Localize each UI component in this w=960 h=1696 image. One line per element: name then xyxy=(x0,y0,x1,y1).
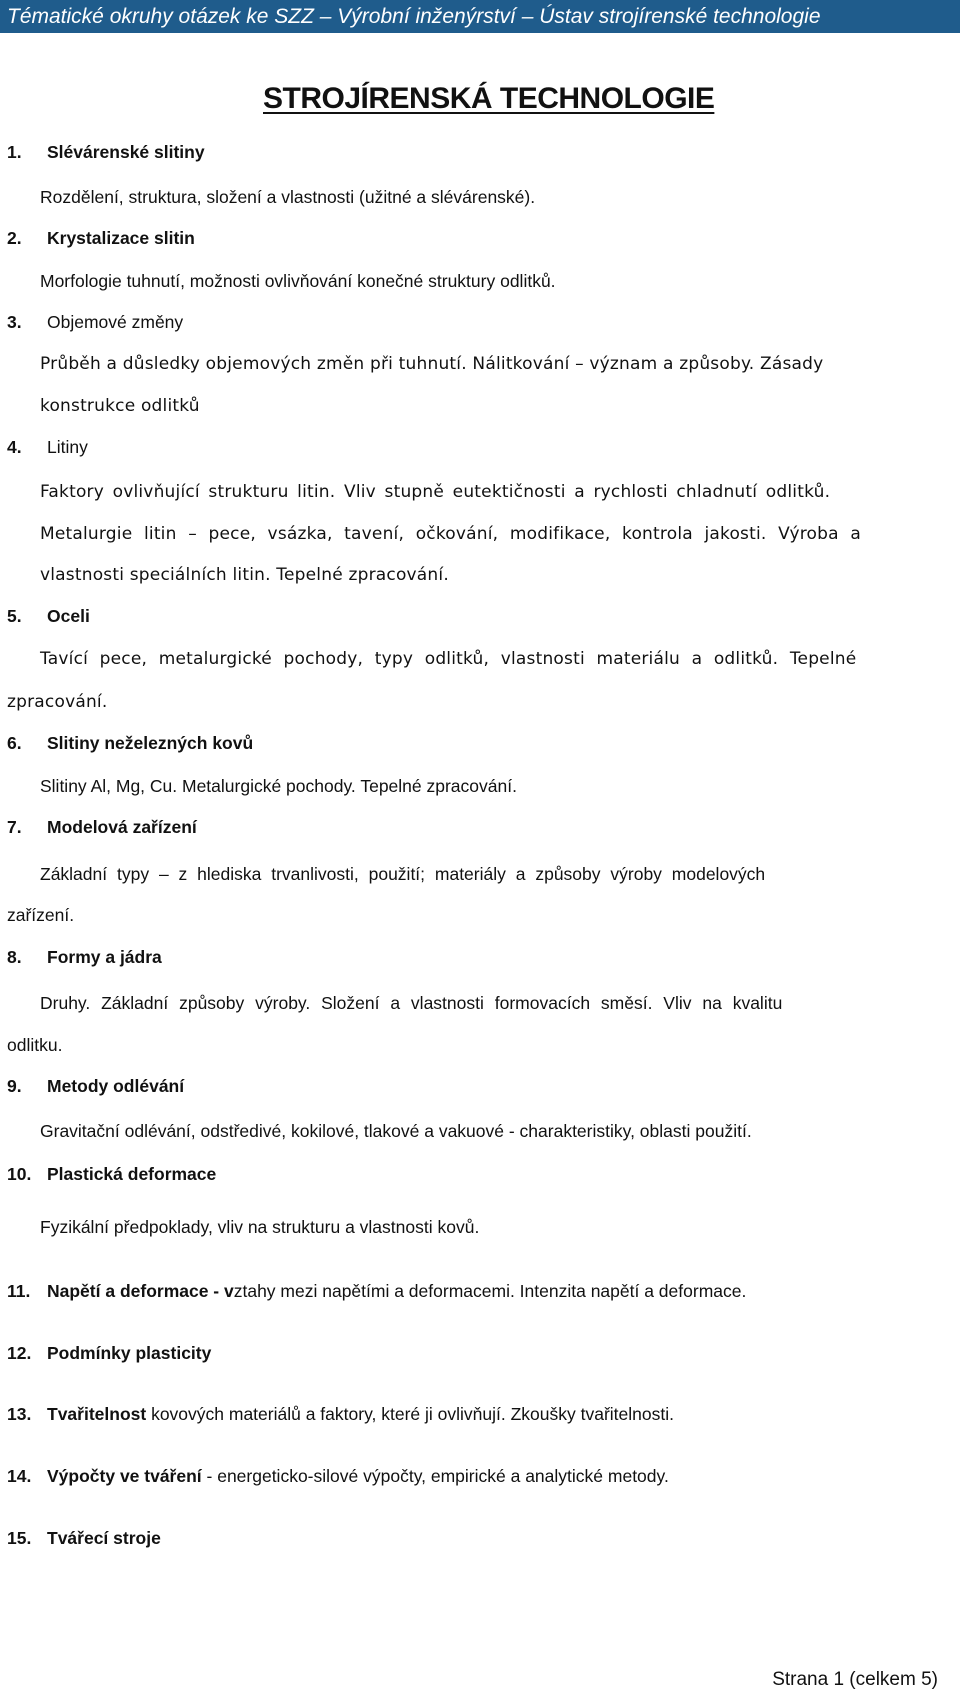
section-number: 1. xyxy=(7,142,22,162)
section-title: Oceli xyxy=(47,606,90,626)
section-body-8-line-2: odlitku. xyxy=(7,1035,63,1055)
section-inline-text: - energeticko-silové výpočty, empirické a analytické metody. xyxy=(201,1466,669,1486)
section-number: 11. xyxy=(7,1281,31,1301)
section-heading-9 xyxy=(7,1074,184,1098)
section-title: Krystalizace slitin xyxy=(47,228,195,248)
section-heading-1 xyxy=(7,140,205,164)
page-header: Tématické okruhy otázek ke SZZ – Výrobní inženýrství – Ústav strojírenské technologie xyxy=(0,0,960,33)
section-body-5-line-2: zpracování. xyxy=(7,692,108,712)
section-body-1-line-1: Rozdělení, struktura, složení a vlastnosti (užitné a slévárenské). xyxy=(40,187,536,207)
section-title: Napětí a deformace - v xyxy=(47,1281,234,1301)
section-title: Podmínky plasticity xyxy=(47,1343,212,1363)
section-title: Slévárenské slitiny xyxy=(47,142,205,162)
section-number: 9. xyxy=(7,1076,22,1096)
section-number: 2. xyxy=(7,228,22,248)
section-number: 10. xyxy=(7,1164,32,1184)
section-body-4-line-3: vlastnosti speciálních litin. Tepelné zpracování. xyxy=(40,565,449,585)
section-heading-3 xyxy=(7,310,183,334)
section-heading-6 xyxy=(7,731,253,755)
section-heading-11 xyxy=(7,1279,746,1303)
section-inline-text: kovových materiálů a faktory, které ji ovlivňují. Zkoušky tvařitelnosti. xyxy=(146,1404,674,1424)
section-number: 4. xyxy=(7,437,22,457)
section-number: 15. xyxy=(7,1528,32,1548)
section-body-4-line-1: Faktory ovlivňující strukturu litin. Vliv stupně eutektičnosti a rychlosti chladnutí odlitků. xyxy=(40,482,831,502)
section-body-5-line-1: Tavící pece, metalurgické pochody, typy odlitků, vlastnosti materiálu a odlitků. Tepelné xyxy=(40,649,857,669)
section-title: Objemové změny xyxy=(47,312,184,332)
section-title: Modelová zařízení xyxy=(47,817,197,837)
section-number: 8. xyxy=(7,947,22,967)
section-heading-7 xyxy=(7,815,197,839)
section-title: Metody odlévání xyxy=(47,1076,185,1096)
section-heading-13 xyxy=(7,1402,674,1426)
section-title: Formy a jádra xyxy=(47,947,162,967)
section-inline-text: ztahy mezi napětími a deformacemi. Intenzita napětí a deformace. xyxy=(233,1281,747,1301)
section-title: Tvářecí stroje xyxy=(47,1528,161,1548)
section-title: Plastická deformace xyxy=(47,1164,217,1184)
section-title: Výpočty ve tváření xyxy=(47,1466,202,1486)
section-number: 3. xyxy=(7,312,22,332)
section-heading-5 xyxy=(7,604,90,628)
section-body-9-line-1: Gravitační odlévání, odstředivé, kokilové, tlakové a vakuové - charakteristiky, oblasti použití. xyxy=(40,1121,752,1141)
section-heading-10 xyxy=(7,1162,216,1186)
section-body-4-line-2: Metalurgie litin – pece, vsázka, tavení, očkování, modifikace, kontrola jakosti. Výroba a xyxy=(40,524,861,544)
section-heading-12 xyxy=(7,1341,211,1365)
section-body-6-line-1: Slitiny Al, Mg, Cu. Metalurgické pochody. Tepelné zpracování. xyxy=(40,776,517,796)
section-body-7-line-2: zařízení. xyxy=(7,905,75,925)
section-number: 6. xyxy=(7,733,22,753)
section-body-2-line-1: Morfologie tuhnutí, možnosti ovlivňování konečné struktury odlitků. xyxy=(40,271,556,291)
section-number: 13. xyxy=(7,1404,32,1424)
section-body-3-line-2: konstrukce odlitků xyxy=(40,396,200,416)
section-body-3-line-1: Průběh a důsledky objemových změn při tuhnutí. Nálitkování – význam a způsoby. Zásady xyxy=(40,354,824,374)
section-heading-14 xyxy=(7,1464,669,1488)
document-title: STROJÍRENSKÁ TECHNOLOGIE xyxy=(263,82,715,115)
section-heading-15 xyxy=(7,1526,161,1550)
section-number: 12. xyxy=(7,1343,32,1363)
section-title: Litiny xyxy=(47,437,88,457)
section-body-10-line-1: Fyzikální předpoklady, vliv na strukturu a vlastnosti kovů. xyxy=(40,1217,480,1237)
section-number: 7. xyxy=(7,817,22,837)
section-title: Tvařitelnost xyxy=(47,1404,147,1424)
section-heading-8 xyxy=(7,945,162,969)
section-number: 5. xyxy=(7,606,22,626)
section-body-7-line-1: Základní typy – z hlediska trvanlivosti, použití; materiály a způsoby výroby modelových xyxy=(40,864,766,884)
section-heading-4 xyxy=(7,435,88,459)
page-footer: Strana 1 (celkem 5) xyxy=(772,1669,938,1690)
section-body-8-line-1: Druhy. Základní způsoby výroby. Složení a vlastnosti formovacích směsí. Vliv na kvalitu xyxy=(40,993,783,1013)
section-number: 14. xyxy=(7,1466,32,1486)
section-heading-2 xyxy=(7,226,195,250)
section-title: Slitiny neželezných kovů xyxy=(47,733,254,753)
